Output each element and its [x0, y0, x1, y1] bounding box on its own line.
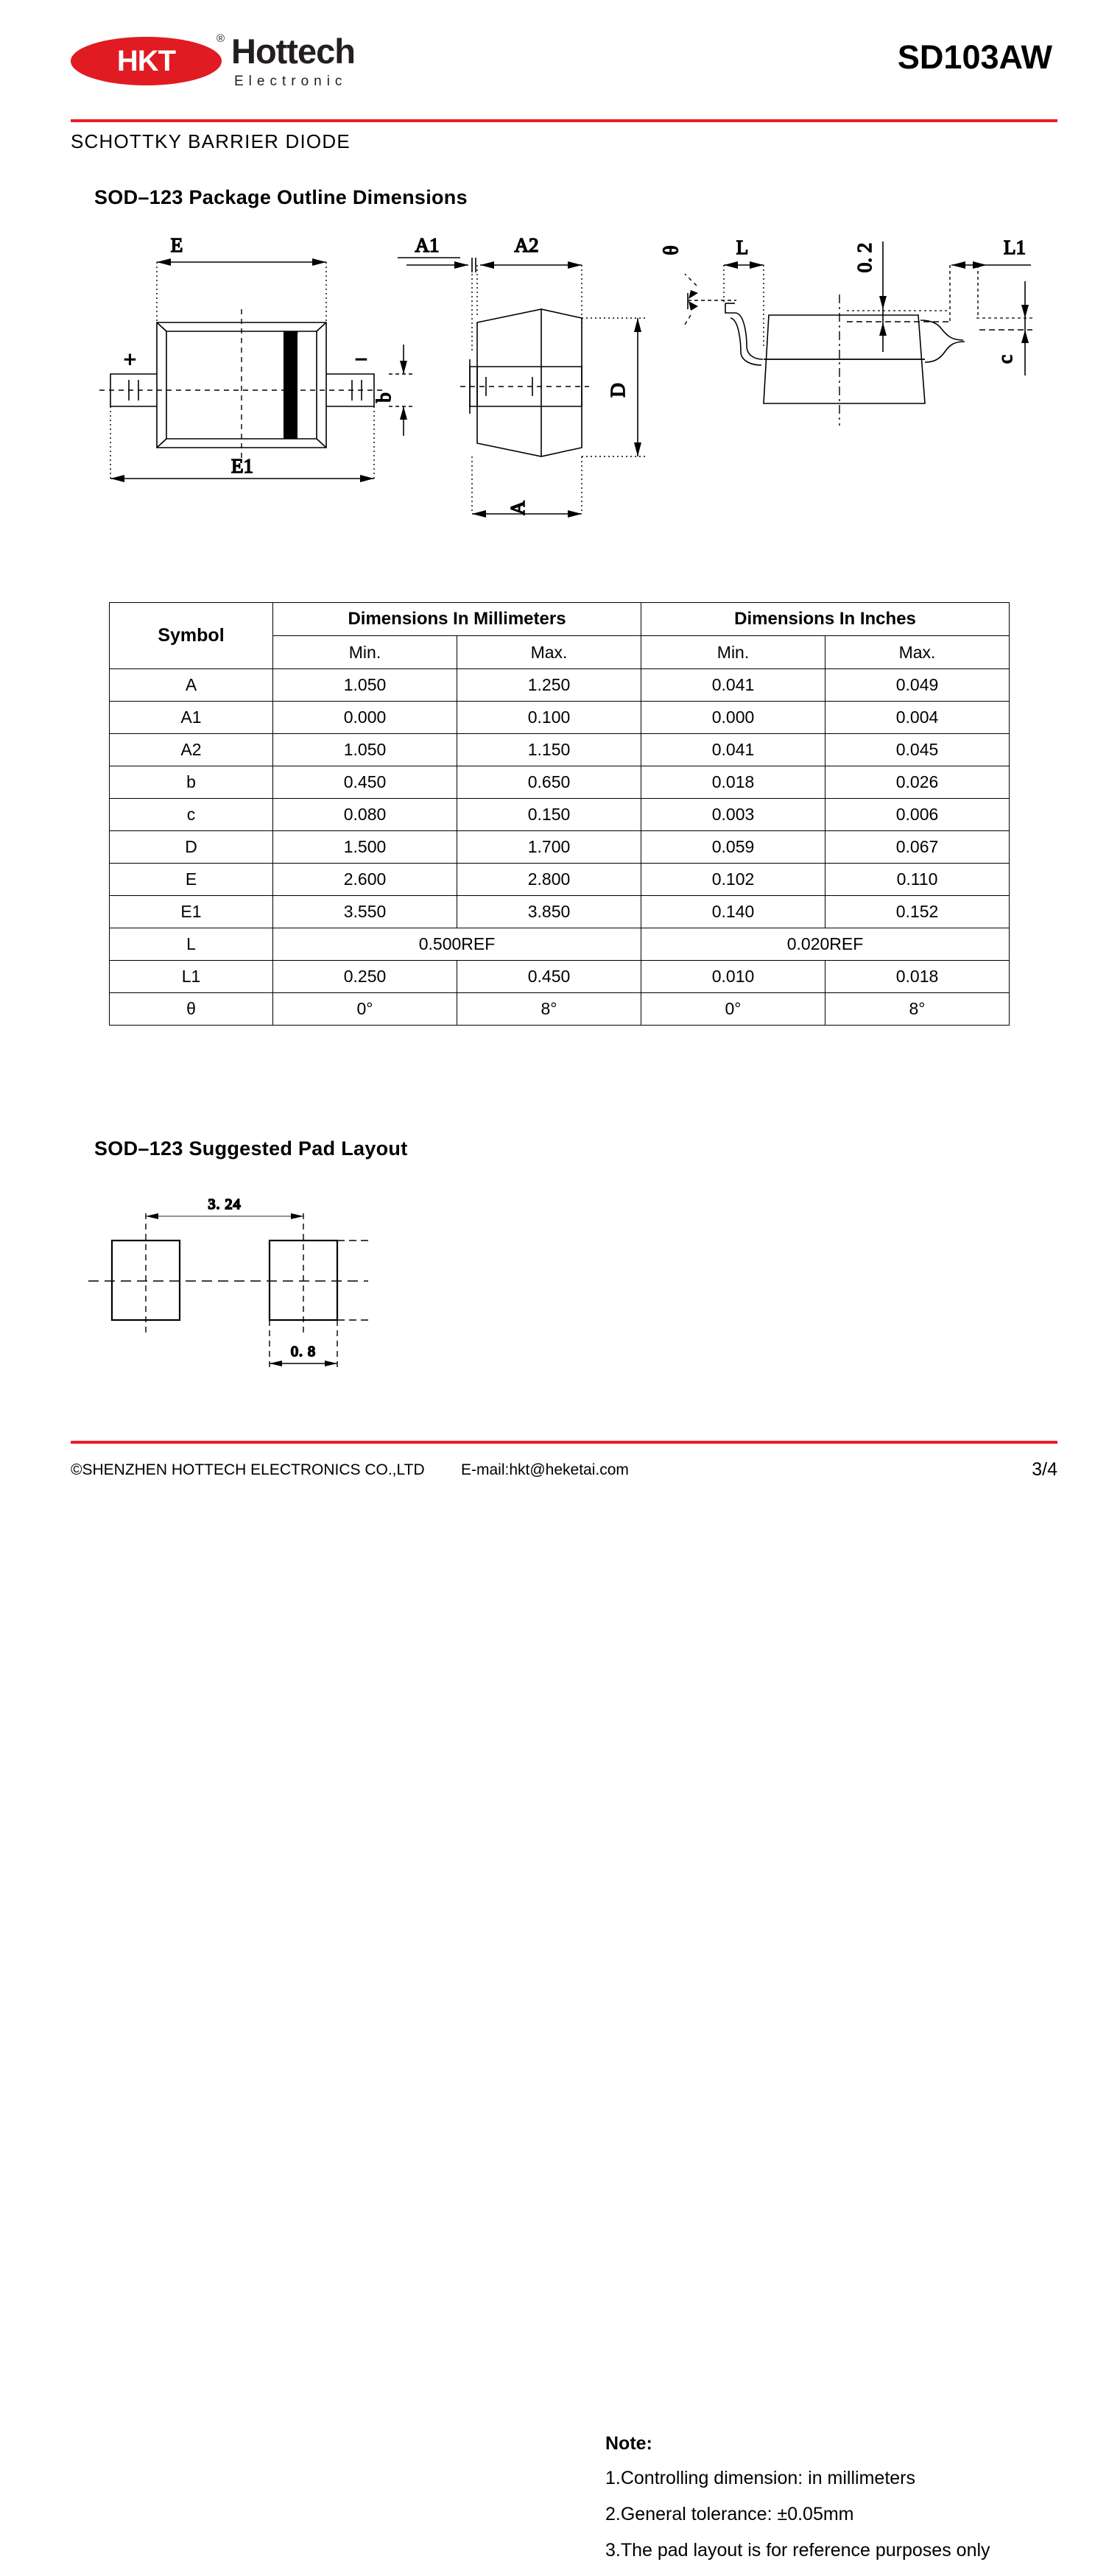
- cell-mm-min: 0.250: [273, 961, 457, 993]
- table-row: [110, 928, 1010, 961]
- footer-company: ©SHENZHEN HOTTECH ELECTRONICS CO.,LTD: [71, 1461, 425, 1478]
- cell-mm-max: 0.650: [457, 766, 641, 799]
- cell-mm-min: 0.080: [273, 799, 457, 831]
- dim-label-d: D: [607, 383, 629, 398]
- table-row: [110, 734, 1010, 766]
- cell-in-min: 0.059: [641, 831, 825, 864]
- cell-in-max: 0.045: [825, 734, 1010, 766]
- cell-in-min: 0.102: [641, 864, 825, 896]
- cell-symbol: E: [110, 864, 273, 896]
- cell-in-min: 0.140: [641, 896, 825, 928]
- cell-in-ref: 0.020REF: [641, 928, 1010, 961]
- cell-mm-min: 3.550: [273, 896, 457, 928]
- cell-in-min: 0.041: [641, 734, 825, 766]
- cell-in-max: 0.152: [825, 896, 1010, 928]
- note-item-2: 2.General tolerance: ±0.05mm: [605, 2504, 854, 2524]
- company-logo: [71, 28, 380, 96]
- footer-page-number: 3/4: [1032, 1459, 1057, 1480]
- cell-symbol: b: [110, 766, 273, 799]
- package-outline-heading: SOD–123 Package Outline Dimensions: [94, 186, 468, 208]
- page-footer: [71, 1461, 1057, 1486]
- notes-title: Note:: [605, 2433, 652, 2454]
- cell-mm-max: 0.150: [457, 799, 641, 831]
- polarity-plus: +: [124, 347, 136, 372]
- header-divider-rule: [71, 119, 1057, 122]
- table-row: [110, 766, 1010, 799]
- dimension-table-body: [110, 669, 1010, 1026]
- table-row: [110, 896, 1010, 928]
- cell-in-max: 0.026: [825, 766, 1010, 799]
- cell-symbol: c: [110, 799, 273, 831]
- part-number: SD103AW: [897, 38, 1052, 76]
- cell-in-min: 0.010: [641, 961, 825, 993]
- column-header-symbol: Symbol: [110, 603, 273, 669]
- dim-label-e1: E1: [231, 455, 253, 477]
- dim-label-a2: A2: [514, 236, 539, 256]
- table-row: [110, 831, 1010, 864]
- cell-in-max: 8°: [825, 993, 1010, 1026]
- cell-mm-max: 3.850: [457, 896, 641, 928]
- footer-divider-rule: [71, 1441, 1057, 1444]
- table-row: [110, 702, 1010, 734]
- notes-block: [605, 2433, 1062, 2576]
- cell-symbol: E1: [110, 896, 273, 928]
- table-row: [110, 864, 1010, 896]
- cell-symbol: A2: [110, 734, 273, 766]
- cell-mm-max: 1.150: [457, 734, 641, 766]
- table-row: [110, 993, 1010, 1026]
- pad-width-label: 0. 8: [291, 1344, 316, 1360]
- cell-mm-min: 2.600: [273, 864, 457, 896]
- column-header-in-max: Max.: [825, 636, 1010, 669]
- column-header-in-min: Min.: [641, 636, 825, 669]
- column-header-millimeters: Dimensions In Millimeters: [273, 603, 641, 636]
- cell-mm-min: 1.050: [273, 734, 457, 766]
- note-item-1: 1.Controlling dimension: in millimeters: [605, 2468, 915, 2488]
- dim-label-e: E: [170, 236, 183, 256]
- cell-symbol: A1: [110, 702, 273, 734]
- column-header-mm-max: Max.: [457, 636, 641, 669]
- dim-label-a1: A1: [415, 236, 440, 256]
- cell-in-min: 0°: [641, 993, 825, 1026]
- cell-mm-ref: 0.500REF: [273, 928, 641, 961]
- cell-symbol: A: [110, 669, 273, 702]
- column-header-mm-min: Min.: [273, 636, 457, 669]
- document-subtitle: SCHOTTKY BARRIER DIODE: [71, 130, 351, 152]
- cell-in-min: 0.003: [641, 799, 825, 831]
- cell-in-max: 0.110: [825, 864, 1010, 896]
- cell-in-min: 0.041: [641, 669, 825, 702]
- cell-mm-min: 0°: [273, 993, 457, 1026]
- dim-label-l: L: [736, 236, 749, 258]
- cell-in-max: 0.006: [825, 799, 1010, 831]
- cell-symbol: L1: [110, 961, 273, 993]
- cell-in-min: 0.000: [641, 702, 825, 734]
- page-header: [0, 0, 1095, 152]
- footer-email: E-mail:hkt@heketai.com: [461, 1461, 629, 1478]
- table-row: [110, 669, 1010, 702]
- cell-in-max: 0.067: [825, 831, 1010, 864]
- table-header-row-groups: [110, 603, 1010, 636]
- logo-company-name: Hottech: [231, 32, 355, 71]
- note-item-3: 3.The pad layout is for reference purposes only: [605, 2540, 990, 2561]
- cell-mm-min: 0.000: [273, 702, 457, 734]
- registered-trademark-icon: ®: [216, 32, 225, 45]
- dim-label-theta: θ: [660, 245, 682, 255]
- pad-layout-heading: SOD–123 Suggested Pad Layout: [94, 1137, 408, 1160]
- dim-label-l1: L1: [1004, 236, 1026, 258]
- cell-mm-min: 1.050: [273, 669, 457, 702]
- cell-mm-max: 1.700: [457, 831, 641, 864]
- logo-company-tagline: Electronic: [234, 74, 348, 89]
- dimension-table: [109, 602, 1010, 1026]
- cell-mm-max: 2.800: [457, 864, 641, 896]
- dim-label-standoff: 0. 2: [853, 242, 876, 273]
- cell-mm-max: 0.450: [457, 961, 641, 993]
- cell-mm-min: 0.450: [273, 766, 457, 799]
- dim-label-c: c: [994, 355, 1016, 364]
- cell-mm-max: 1.250: [457, 669, 641, 702]
- cell-symbol: D: [110, 831, 273, 864]
- package-outline-drawings: [0, 236, 1095, 530]
- table-row: [110, 799, 1010, 831]
- column-header-inches: Dimensions In Inches: [641, 603, 1010, 636]
- cell-mm-max: 8°: [457, 993, 641, 1026]
- logo-hkt-text: HKT: [116, 45, 176, 77]
- cell-mm-min: 1.500: [273, 831, 457, 864]
- cell-in-max: 0.004: [825, 702, 1010, 734]
- cell-in-min: 0.018: [641, 766, 825, 799]
- dim-label-a: A: [507, 501, 529, 515]
- pad-layout-drawing: [0, 1193, 545, 1414]
- cell-symbol: L: [110, 928, 273, 961]
- pad-pitch-label: 3. 24: [208, 1196, 242, 1213]
- polarity-minus: −: [355, 347, 367, 372]
- dimension-table-container: [109, 602, 1009, 1026]
- cell-in-max: 0.049: [825, 669, 1010, 702]
- dim-label-b: b: [373, 392, 395, 403]
- cell-in-max: 0.018: [825, 961, 1010, 993]
- cell-mm-max: 0.100: [457, 702, 641, 734]
- cell-symbol: θ: [110, 993, 273, 1026]
- table-row: [110, 961, 1010, 993]
